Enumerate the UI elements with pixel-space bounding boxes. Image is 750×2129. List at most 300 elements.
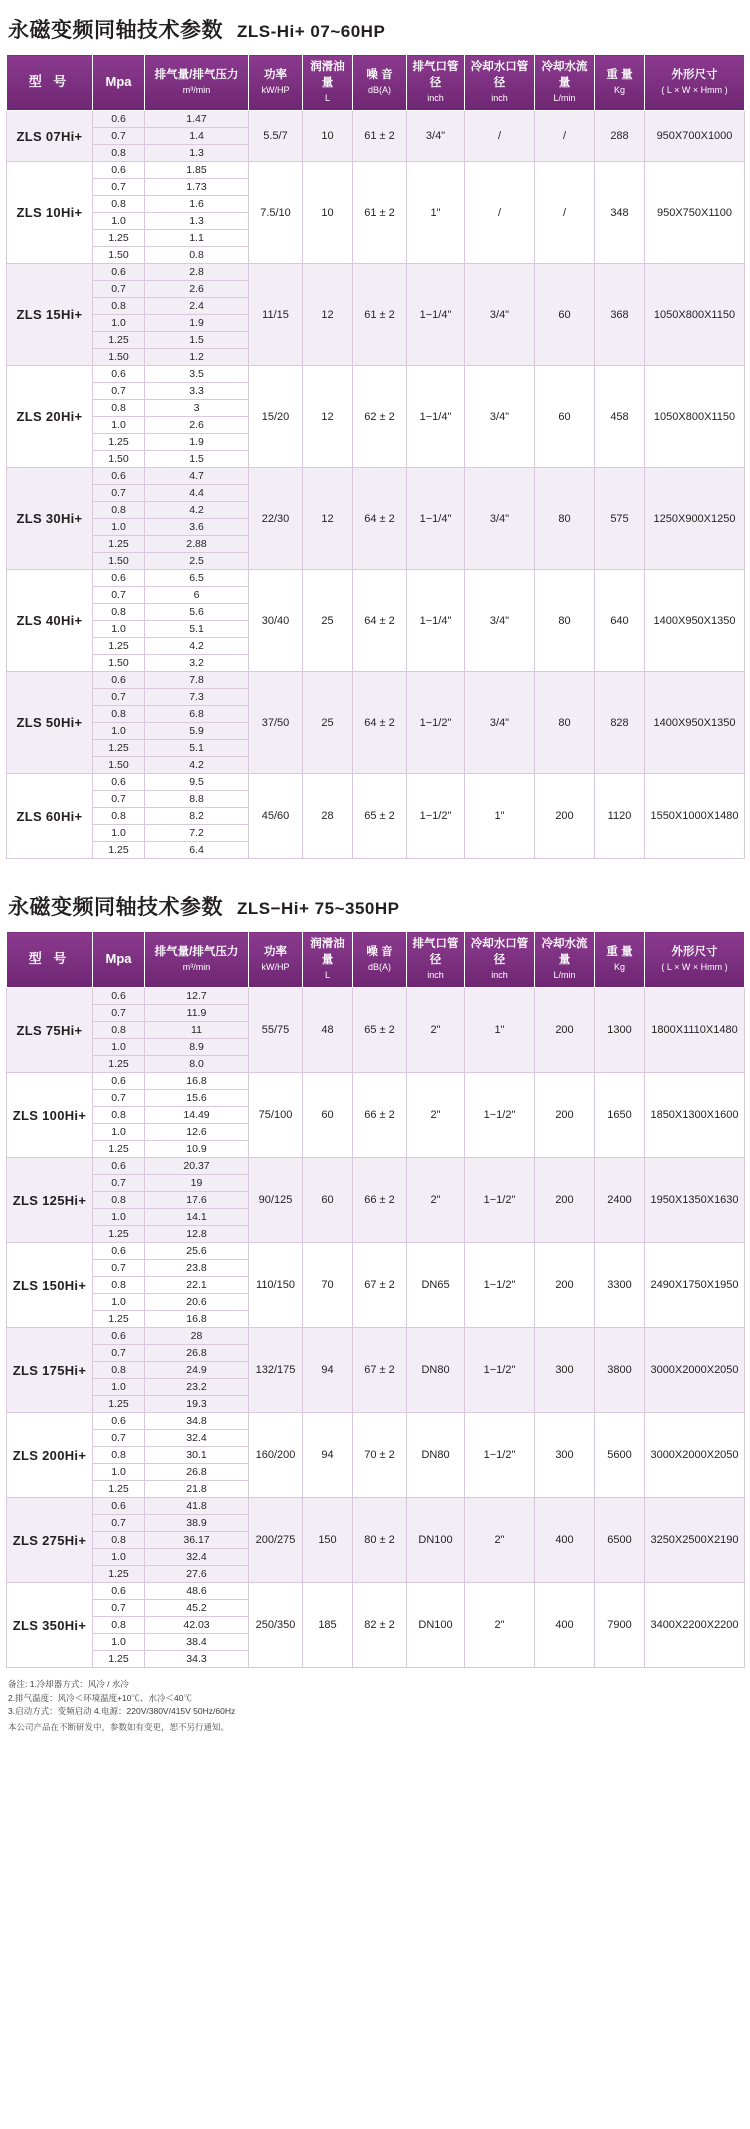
cell-oil: 10 [303,162,353,264]
cell-water-flow: 400 [535,1583,595,1668]
col-header-weight: 重 量 Kg [595,932,645,988]
cell-mpa: 0.8 [93,1447,145,1464]
cell-dimensions: 1850X1300X1600 [645,1073,745,1158]
table-row [7,1498,745,1515]
section-title-en: ZLS-Hi+ 07~60HP [237,22,386,41]
cell-flow: 1.6 [145,196,249,213]
cell-noise: 67 ± 2 [353,1243,407,1328]
cell-mpa: 0.8 [93,1277,145,1294]
cell-oil: 12 [303,366,353,468]
col-header-weight: 重 量 Kg [595,55,645,111]
cell-noise: 64 ± 2 [353,672,407,774]
cell-mpa: 0.7 [93,179,145,196]
cell-mpa: 1.0 [93,417,145,434]
cell-air-port: DN80 [407,1328,465,1413]
cell-oil: 185 [303,1583,353,1668]
cell-mpa: 1.25 [93,1311,145,1328]
cell-flow: 1.5 [145,332,249,349]
cell-mpa: 1.25 [93,1226,145,1243]
cell-weight: 288 [595,111,645,162]
footnote-disclaimer: 本公司产品在不断研发中，参数如有变更，恕不另行通知。 [8,1721,230,1732]
cell-flow: 1.2 [145,349,249,366]
cell-weight: 2400 [595,1158,645,1243]
table-body-2 [7,988,745,1668]
cell-flow: 16.8 [145,1311,249,1328]
col-header-flow: 排气量/排气压力 m³/min [145,932,249,988]
cell-flow: 8.0 [145,1056,249,1073]
cell-flow: 45.2 [145,1600,249,1617]
cell-air-port: DN100 [407,1583,465,1668]
cell-flow: 3.5 [145,366,249,383]
cell-mpa: 1.25 [93,434,145,451]
cell-water-port: 3/4" [465,366,535,468]
cell-water-port: / [465,111,535,162]
cell-flow: 11 [145,1022,249,1039]
cell-flow: 1.4 [145,128,249,145]
cell-dimensions: 1400X950X1350 [645,570,745,672]
cell-weight: 575 [595,468,645,570]
cell-mpa: 0.7 [93,1515,145,1532]
cell-model: ZLS 350Hi+ [7,1583,93,1668]
cell-air-port: 1−1/4" [407,366,465,468]
cell-oil: 12 [303,468,353,570]
cell-weight: 1300 [595,988,645,1073]
cell-air-port: 1−1/4" [407,264,465,366]
cell-power: 160/200 [249,1413,303,1498]
cell-mpa: 1.0 [93,1634,145,1651]
col-header-air-port: 排气口管径 inch [407,55,465,111]
cell-water-flow: 80 [535,672,595,774]
cell-mpa: 1.25 [93,638,145,655]
cell-oil: 150 [303,1498,353,1583]
cell-noise: 70 ± 2 [353,1413,407,1498]
cell-flow: 8.2 [145,808,249,825]
cell-flow: 19 [145,1175,249,1192]
cell-mpa: 0.8 [93,196,145,213]
cell-weight: 3300 [595,1243,645,1328]
cell-flow: 34.8 [145,1413,249,1430]
cell-noise: 64 ± 2 [353,570,407,672]
cell-mpa: 1.0 [93,621,145,638]
cell-weight: 5600 [595,1413,645,1498]
cell-water-flow: / [535,162,595,264]
cell-model: ZLS 75Hi+ [7,988,93,1073]
cell-flow: 5.9 [145,723,249,740]
cell-weight: 348 [595,162,645,264]
cell-air-port: 1" [407,162,465,264]
cell-weight: 828 [595,672,645,774]
cell-power: 250/350 [249,1583,303,1668]
col-header-dimensions: 外形尺寸 ( L × W × Hmm ) [645,55,745,111]
cell-flow: 7.3 [145,689,249,706]
cell-flow: 28 [145,1328,249,1345]
cell-flow: 1.47 [145,111,249,128]
cell-air-port: 2" [407,1073,465,1158]
col-header-power: 功率 kW/HP [249,55,303,111]
cell-flow: 2.4 [145,298,249,315]
cell-model: ZLS 175Hi+ [7,1328,93,1413]
cell-mpa: 1.25 [93,1566,145,1583]
cell-mpa: 0.8 [93,1022,145,1039]
cell-dimensions: 3000X2000X2050 [645,1413,745,1498]
cell-dimensions: 1550X1000X1480 [645,774,745,859]
cell-flow: 1.85 [145,162,249,179]
cell-water-port: 3/4" [465,264,535,366]
cell-noise: 80 ± 2 [353,1498,407,1583]
cell-flow: 38.4 [145,1634,249,1651]
cell-water-port: 3/4" [465,570,535,672]
cell-flow: 2.5 [145,553,249,570]
cell-flow: 4.7 [145,468,249,485]
cell-water-flow: 200 [535,1243,595,1328]
cell-model: ZLS 15Hi+ [7,264,93,366]
table-row [7,1158,745,1175]
cell-noise: 66 ± 2 [353,1073,407,1158]
table-row [7,1243,745,1260]
cell-mpa: 0.8 [93,1107,145,1124]
cell-flow: 32.4 [145,1549,249,1566]
col-header-dimensions: 外形尺寸 ( L × W × Hmm ) [645,932,745,988]
cell-power: 15/20 [249,366,303,468]
cell-model: ZLS 40Hi+ [7,570,93,672]
cell-water-port: / [465,162,535,264]
cell-dimensions: 950X700X1000 [645,111,745,162]
cell-flow: 21.8 [145,1481,249,1498]
table-row [7,1328,745,1345]
cell-flow: 3.6 [145,519,249,536]
cell-flow: 1.73 [145,179,249,196]
cell-flow: 1.9 [145,315,249,332]
cell-flow: 4.4 [145,485,249,502]
cell-power: 55/75 [249,988,303,1073]
cell-mpa: 0.7 [93,281,145,298]
cell-flow: 2.88 [145,536,249,553]
table-row [7,1583,745,1600]
cell-model: ZLS 20Hi+ [7,366,93,468]
table-row [7,468,745,485]
cell-weight: 1120 [595,774,645,859]
cell-flow: 15.6 [145,1090,249,1107]
cell-water-flow: 400 [535,1498,595,1583]
cell-weight: 368 [595,264,645,366]
table-row [7,1413,745,1430]
cell-flow: 0.8 [145,247,249,264]
cell-flow: 12.6 [145,1124,249,1141]
cell-water-flow: / [535,111,595,162]
cell-weight: 6500 [595,1498,645,1583]
spec-table-2 [6,931,745,1668]
cell-flow: 6 [145,587,249,604]
cell-mpa: 0.6 [93,366,145,383]
cell-mpa: 1.0 [93,1294,145,1311]
cell-power: 11/15 [249,264,303,366]
table-row [7,988,745,1005]
cell-power: 5.5/7 [249,111,303,162]
cell-mpa: 0.6 [93,570,145,587]
cell-dimensions: 3250X2500X2190 [645,1498,745,1583]
cell-model: ZLS 200Hi+ [7,1413,93,1498]
cell-mpa: 1.0 [93,825,145,842]
cell-air-port: 1−1/2" [407,774,465,859]
cell-water-flow: 300 [535,1413,595,1498]
cell-flow: 14.49 [145,1107,249,1124]
cell-mpa: 1.25 [93,1651,145,1668]
cell-mpa: 1.50 [93,247,145,264]
cell-water-port: 1−1/2" [465,1413,535,1498]
table-row [7,162,745,179]
cell-flow: 19.3 [145,1396,249,1413]
cell-water-port: 1−1/2" [465,1073,535,1158]
col-header-mpa: Mpa [93,55,145,111]
cell-water-port: 1" [465,988,535,1073]
cell-oil: 25 [303,672,353,774]
table-row [7,672,745,689]
cell-water-port: 1−1/2" [465,1328,535,1413]
cell-mpa: 0.6 [93,1243,145,1260]
cell-flow: 8.8 [145,791,249,808]
cell-mpa: 0.7 [93,1600,145,1617]
cell-water-flow: 60 [535,264,595,366]
cell-model: ZLS 125Hi+ [7,1158,93,1243]
cell-power: 200/275 [249,1498,303,1583]
cell-mpa: 1.50 [93,757,145,774]
cell-noise: 66 ± 2 [353,1158,407,1243]
cell-water-flow: 200 [535,1158,595,1243]
cell-mpa: 0.6 [93,774,145,791]
col-header-power: 功率 kW/HP [249,932,303,988]
table-body-1 [7,111,745,859]
cell-flow: 20.37 [145,1158,249,1175]
cell-flow: 4.2 [145,757,249,774]
cell-oil: 48 [303,988,353,1073]
cell-flow: 2.8 [145,264,249,281]
cell-flow: 8.9 [145,1039,249,1056]
cell-power: 7.5/10 [249,162,303,264]
cell-water-flow: 60 [535,366,595,468]
cell-air-port: 1−1/2" [407,672,465,774]
cell-mpa: 1.0 [93,519,145,536]
cell-flow: 1.1 [145,230,249,247]
cell-flow: 1.5 [145,451,249,468]
cell-flow: 2.6 [145,417,249,434]
cell-mpa: 0.8 [93,1192,145,1209]
cell-water-flow: 200 [535,988,595,1073]
col-header-air-port: 排气口管径 inch [407,932,465,988]
cell-weight: 640 [595,570,645,672]
cell-flow: 4.2 [145,638,249,655]
col-header-noise: 噪 音 dB(A) [353,55,407,111]
cell-mpa: 0.8 [93,604,145,621]
cell-air-port: DN65 [407,1243,465,1328]
cell-mpa: 0.6 [93,1073,145,1090]
cell-flow: 7.2 [145,825,249,842]
table-row [7,366,745,383]
cell-mpa: 1.50 [93,655,145,672]
table-row [7,111,745,128]
cell-mpa: 0.7 [93,689,145,706]
cell-mpa: 0.8 [93,1362,145,1379]
cell-oil: 94 [303,1328,353,1413]
cell-flow: 5.1 [145,621,249,638]
cell-flow: 38.9 [145,1515,249,1532]
col-header-model: 型 号 [7,932,93,988]
spec-table-1 [6,54,745,859]
cell-flow: 5.1 [145,740,249,757]
cell-noise: 67 ± 2 [353,1328,407,1413]
cell-power: 22/30 [249,468,303,570]
cell-mpa: 1.0 [93,1209,145,1226]
cell-mpa: 0.6 [93,1498,145,1515]
cell-noise: 61 ± 2 [353,264,407,366]
cell-noise: 64 ± 2 [353,468,407,570]
footnote-line-2: 2.排气温度：风冷＜环境温度+10℃、水冷＜40℃ [8,1692,192,1703]
cell-mpa: 0.7 [93,1175,145,1192]
cell-mpa: 1.0 [93,723,145,740]
cell-mpa: 0.7 [93,1430,145,1447]
cell-mpa: 0.8 [93,298,145,315]
cell-flow: 23.8 [145,1260,249,1277]
col-header-model: 型 号 [7,55,93,111]
cell-water-port: 3/4" [465,468,535,570]
cell-oil: 94 [303,1413,353,1498]
cell-model: ZLS 07Hi+ [7,111,93,162]
cell-power: 132/175 [249,1328,303,1413]
table-row [7,570,745,587]
cell-flow: 17.6 [145,1192,249,1209]
cell-flow: 3.3 [145,383,249,400]
section-title-en: ZLS−Hi+ 75~350HP [237,899,400,919]
cell-power: 45/60 [249,774,303,859]
cell-mpa: 1.50 [93,553,145,570]
cell-model: ZLS 30Hi+ [7,468,93,570]
cell-mpa: 0.6 [93,1158,145,1175]
cell-model: ZLS 60Hi+ [7,774,93,859]
cell-model: ZLS 275Hi+ [7,1498,93,1583]
cell-air-port: 3/4" [407,111,465,162]
cell-flow: 6.8 [145,706,249,723]
cell-air-port: 1−1/4" [407,468,465,570]
cell-mpa: 0.6 [93,264,145,281]
cell-mpa: 0.8 [93,706,145,723]
table-row [7,264,745,281]
cell-mpa: 0.7 [93,1345,145,1362]
cell-water-port: 1−1/2" [465,1243,535,1328]
cell-flow: 1.9 [145,434,249,451]
section-title-cn: 永磁变频同轴技术参数 [8,896,223,920]
cell-power: 37/50 [249,672,303,774]
cell-flow: 30.1 [145,1447,249,1464]
cell-flow: 25.6 [145,1243,249,1260]
cell-power: 110/150 [249,1243,303,1328]
cell-mpa: 1.25 [93,1396,145,1413]
cell-flow: 1.3 [145,145,249,162]
cell-water-flow: 300 [535,1328,595,1413]
cell-model: ZLS 10Hi+ [7,162,93,264]
cell-mpa: 1.0 [93,1549,145,1566]
table-row [7,1073,745,1090]
cell-water-flow: 80 [535,570,595,672]
cell-noise: 65 ± 2 [353,988,407,1073]
cell-mpa: 0.6 [93,1328,145,1345]
cell-mpa: 0.8 [93,145,145,162]
cell-air-port: DN100 [407,1498,465,1583]
cell-air-port: DN80 [407,1413,465,1498]
cell-mpa: 1.25 [93,1056,145,1073]
cell-water-port: 2" [465,1583,535,1668]
cell-power: 90/125 [249,1158,303,1243]
cell-air-port: 1−1/4" [407,570,465,672]
cell-mpa: 1.0 [93,1039,145,1056]
cell-water-port: 2" [465,1498,535,1583]
cell-mpa: 0.6 [93,162,145,179]
cell-mpa: 1.50 [93,451,145,468]
cell-flow: 36.17 [145,1532,249,1549]
cell-water-port: 3/4" [465,672,535,774]
cell-mpa: 0.6 [93,672,145,689]
cell-mpa: 1.25 [93,842,145,859]
cell-water-port: 1−1/2" [465,1158,535,1243]
cell-model: ZLS 100Hi+ [7,1073,93,1158]
col-header-oil: 润滑油量 L [303,55,353,111]
section-title-2 [0,877,750,931]
cell-flow: 26.8 [145,1345,249,1362]
cell-flow: 41.8 [145,1498,249,1515]
cell-flow: 42.03 [145,1617,249,1634]
cell-flow: 12.7 [145,988,249,1005]
cell-mpa: 0.8 [93,1532,145,1549]
cell-mpa: 1.0 [93,213,145,230]
cell-dimensions: 3400X2200X2200 [645,1583,745,1668]
cell-oil: 10 [303,111,353,162]
cell-mpa: 0.8 [93,808,145,825]
cell-water-flow: 200 [535,774,595,859]
cell-dimensions: 3000X2000X2050 [645,1328,745,1413]
cell-oil: 60 [303,1158,353,1243]
cell-flow: 26.8 [145,1464,249,1481]
cell-flow: 3 [145,400,249,417]
cell-mpa: 0.7 [93,1090,145,1107]
cell-flow: 6.5 [145,570,249,587]
cell-mpa: 0.8 [93,400,145,417]
cell-flow: 5.6 [145,604,249,621]
cell-flow: 1.3 [145,213,249,230]
cell-noise: 62 ± 2 [353,366,407,468]
cell-air-port: 2" [407,988,465,1073]
cell-mpa: 0.7 [93,128,145,145]
cell-noise: 61 ± 2 [353,162,407,264]
cell-flow: 9.5 [145,774,249,791]
cell-oil: 25 [303,570,353,672]
cell-flow: 48.6 [145,1583,249,1600]
cell-flow: 16.8 [145,1073,249,1090]
cell-water-port: 1" [465,774,535,859]
cell-flow: 4.2 [145,502,249,519]
cell-mpa: 1.25 [93,740,145,757]
cell-air-port: 2" [407,1158,465,1243]
cell-flow: 14.1 [145,1209,249,1226]
cell-mpa: 1.25 [93,1481,145,1498]
cell-dimensions: 1250X900X1250 [645,468,745,570]
cell-flow: 27.6 [145,1566,249,1583]
cell-oil: 60 [303,1073,353,1158]
cell-mpa: 1.0 [93,1464,145,1481]
cell-dimensions: 2490X1750X1950 [645,1243,745,1328]
col-header-water-port: 冷却水口管径 inch [465,932,535,988]
cell-flow: 34.3 [145,1651,249,1668]
cell-mpa: 0.6 [93,988,145,1005]
col-header-mpa: Mpa [93,932,145,988]
cell-dimensions: 1050X800X1150 [645,366,745,468]
